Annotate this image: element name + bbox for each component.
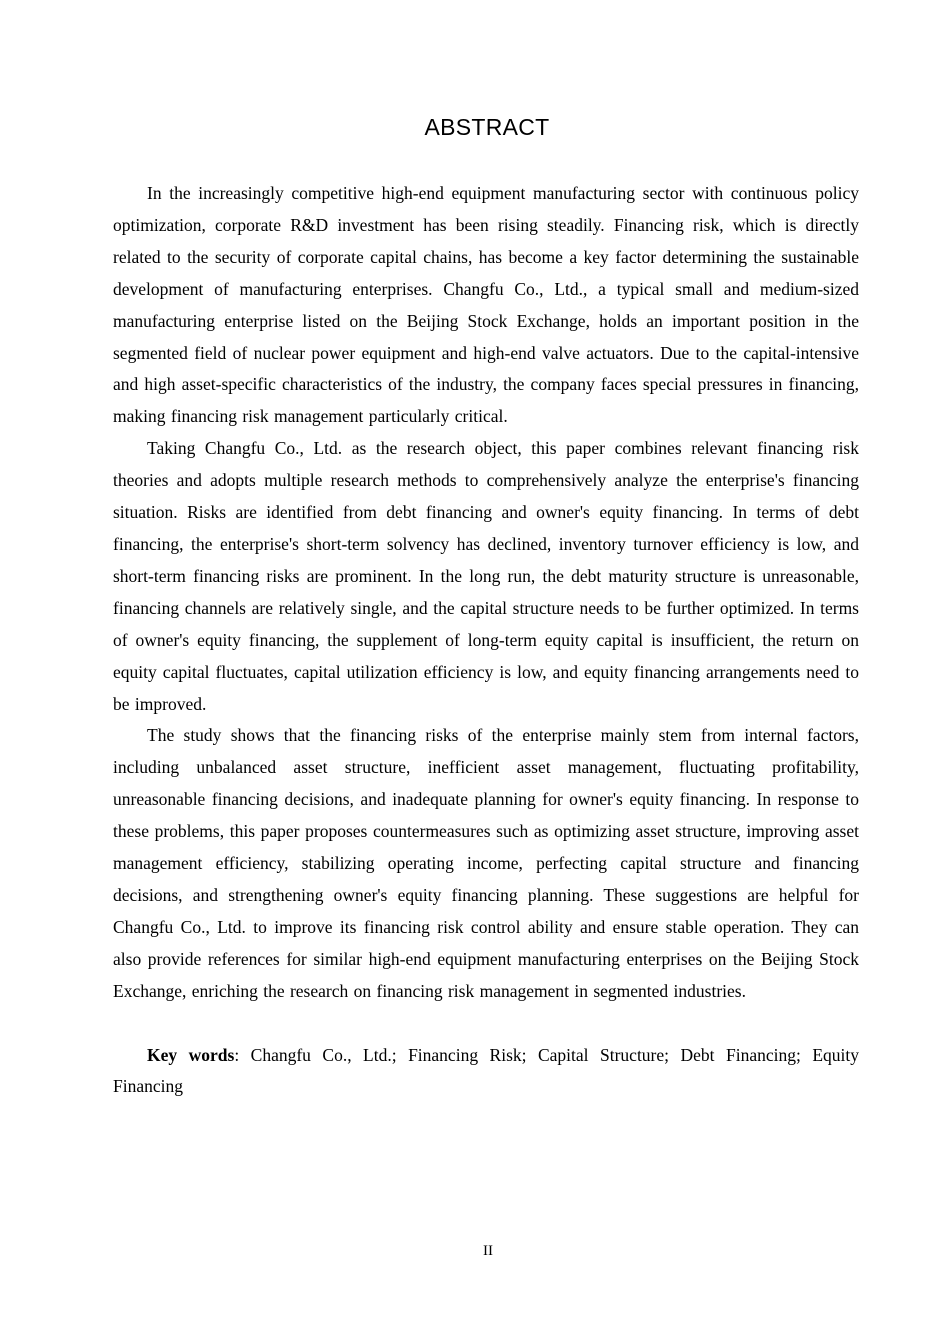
abstract-paragraph-1: In the increasingly competitive high-end equipment manufacturing sector with continuous policy optimization, corporate R&D investment has been rising steadily. Financing risk, which is directly related to the security of corporate capital chains, has become a key factor determining the sustainable development of manufacturing enterprises. Changfu Co., Ltd., a typical small and medium-sized manufacturing enterprise listed on the Beijing Stock Exchange, holds an important position in the segmented field of nuclear power equipment and high-end valve actuators. Due to the capital-intensive and high asset-specific characteristics of the industry, the company faces special pressures in financing, making financing risk management particularly critical. (113, 183, 859, 427)
page-number: II (483, 1243, 493, 1259)
keywords-label: Key words (147, 1044, 235, 1065)
abstract-title: ABSTRACT (424, 114, 550, 140)
keywords-line (113, 1040, 859, 1104)
abstract-paragraph-3: The study shows that the financing risks of the enterprise mainly stem from internal factors, including unbalanced asset structure, inefficient asset management, fluctuating profitability, unreasonable financing decisions, and inadequate planning for owner's equity financing. In response to these problems, this paper proposes countermeasures such as optimizing asset structure, improving asset management efficiency, stabilizing operating income, perfecting capital structure and financing decisions, and strengthening owner's equity financing planning. These suggestions are helpful for Changfu Co., Ltd. to improve its financing risk control ability and ensure stable operation. They can also provide references for similar high-end equipment manufacturing enterprises on the Beijing Stock Exchange, enriching the research on financing risk management in segmented industries. (113, 725, 859, 1001)
abstract-paragraph-2: Taking Changfu Co., Ltd. as the research object, this paper combines relevant financing risk theories and adopts multiple research methods to comprehensively analyze the enterprise's financing situation. Risks are identified from debt financing and owner's equity financing. In terms of debt financing, the enterprise's short-term solvency has declined, inventory turnover efficiency is low, and short-term financing risks are prominent. In the long run, the debt maturity structure is unreasonable, financing channels are relatively single, and the capital structure needs to be further optimized. In terms of owner's equity financing, the supplement of long-term equity capital is insufficient, the return on equity capital fluctuates, capital utilization efficiency is low, and equity financing arrangements need to be improved. (113, 438, 859, 714)
keywords-text: : Changfu Co., Ltd.; Financing Risk; Capital Structure; Debt Financing; Equity Financing (113, 1044, 859, 1097)
abstract-body (113, 178, 859, 1103)
